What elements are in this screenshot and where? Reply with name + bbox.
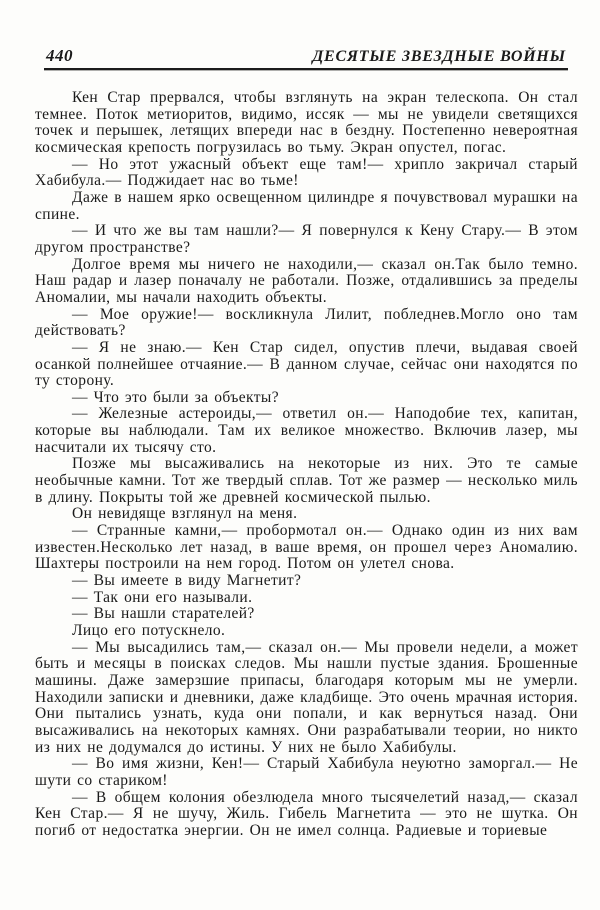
paragraph: Долгое время мы ничего не находили,— сказал он.Так было темно. Наш радар и лазер поначалу не работали. Позже, отдалившись за пределы Аномалии, мы начали находить объекты.: [35, 255, 578, 306]
paragraph: — Что это были за объекты?: [72, 388, 280, 406]
paragraph: — Так они его называли.: [72, 588, 253, 606]
paragraph: — Мы высадились там,— сказал он.— Мы провели недели, а может быть и месяцы в поисках следов. Мы нашли пустые здания. Брошенные машины. Даже замерзшие припасы, благодаря которым мы не умерли. Находили записки и дневники, даже кладбище. Это очень мрачная история. Они пытались узнать, куда они попали, и как вернуться назад. Они высаживались на некоторых камнях. Они разрабатывали теории, но никто из них не додумался до истины. У них не было Хабибулы.: [35, 638, 578, 756]
paragraph: Он невидяще взглянул на меня.: [72, 505, 298, 523]
paragraph: — Но этот ужасный объект еще там!— хрипло закричал старый Хабибула.— Поджидает нас во тьме!: [35, 155, 578, 190]
paragraph: — Я не знаю.— Кен Стар сидел, опустив плечи, выдавая своей осанкой полнейшее отчаяние.— В данном случае, сейчас они находятся по ту сторону.: [35, 338, 578, 390]
paragraph: Позже мы высаживались на некоторые из них. Это те самые необычные камни. Тот же твердый сплав. Тот же размер — несколько миль в длину. Покрыты той же древней космической пылью.: [35, 455, 578, 506]
paragraph: — И что же вы там нашли?— Я повернулся к Кену Стару.— В этом другом пространстве?: [35, 222, 578, 256]
paragraph: — Вы нашли старателей?: [72, 605, 255, 623]
paragraph: — Вы имеете в виду Магнетит?: [72, 572, 302, 590]
header-rule: [44, 68, 568, 70]
page-number: 440: [46, 46, 73, 65]
paragraph: — Железные астероиды,— ответил он.— Наподобие тех, капитан, которые вы наблюдали. Там их великое множество. Включив лазер, мы насчитали их тысячу сто.: [35, 405, 578, 456]
paragraph: — Странные камни,— пробормотал он.— Однако один из них вам известен.Несколько лет назад, в ваше время, он прошел через Аномалию. Шахтеры построили на нем город. Потом он улетел снова.: [35, 522, 578, 573]
text-block: [35, 90, 578, 840]
running-header: [46, 0, 566, 68]
paragraph: Кен Стар прервался, чтобы взглянуть на экран телескопа. Он стал темнее. Поток метиоритов, видимо, иссяк — мы не увидели светящихся точек и перышек, летящих впереди нас в бездну. Постепенно невероятная космическая крепость погрузилась во тьму. Экран опустел, погас.: [35, 89, 578, 156]
paragraph: Даже в нашем ярко освещенном цилиндре я почувствовал мурашки на спине.: [35, 188, 578, 223]
paragraph: — В общем колония обезлюдела много тысячелетий назад,— сказал Кен Стар.— Я не шучу, Жиль. Гибель Магнетита — это не шутка. Он погиб от недостатка энергии. Он не имел солнца. Радиевые и ториевые: [35, 788, 578, 839]
running-title: ДЕСЯТЫЕ ЗВЕЗДНЫЕ ВОЙНЫ: [312, 48, 566, 65]
paragraph: — Во имя жизни, Кен!— Старый Хабибула неуютно заморгал.— Не шути со стариком!: [35, 755, 578, 789]
paragraph: Лицо его потускнело.: [72, 622, 226, 639]
paragraph: — Мое оружие!— воскликнула Лилит, побледнев.Могло оно там действовать?: [35, 305, 578, 340]
